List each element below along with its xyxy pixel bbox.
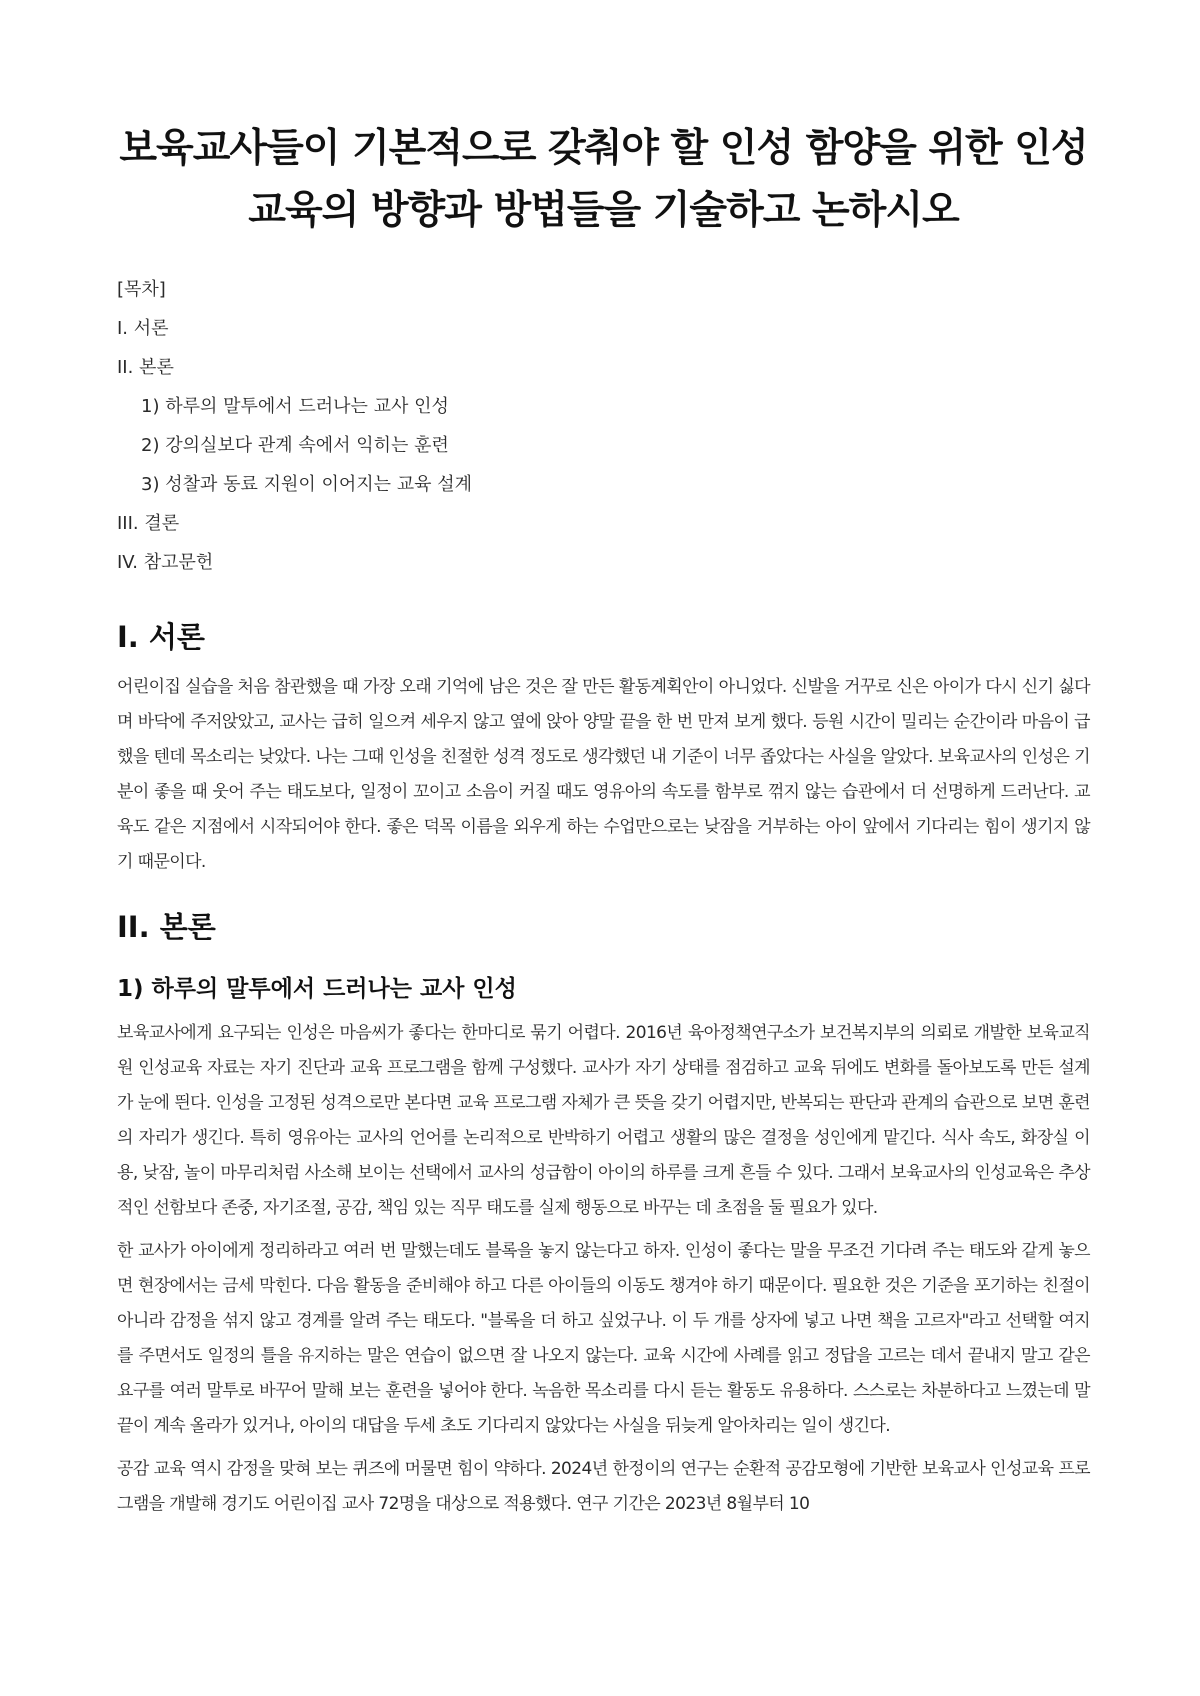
intro-heading: I. 서론 xyxy=(117,620,205,654)
intro-paragraph: 어린이집 실습을 처음 참관했을 때 가장 오래 기억에 남은 것은 잘 만든 활동계획안이 아니었다. 신발을 거꾸로 신은 아이가 다시 신기 싫다며 바닥에 주저앉았고, 교사는 급히 일으켜 세우지 않고 옆에 앉아 양말 끝을 한 번 만져 보게 했다. 등원 시간이 밀리는 순간이라 마음이 급했을 텐데 목소리는 낮았다. 나는 그때 인성을 친절한 성격 정도로 생각했던 내 기준이 너무 좁았다는 사실을 알았다. 보육교사의 인성은 기분이 좋을 때 웃어 주는 태도보다, 일정이 꼬이고 소음이 커질 때도 영유아의 속도를 함부로 꺾지 않는 습관에서 더 선명하게 드러난다. 교육도 같은 지점에서 시작되어야 한다. 좋은 덕목 이름을 외우게 하는 수업만으로는 낮잠을 거부하는 아이 앞에서 기다리는 힘이 생기지 않기 때문이다. xyxy=(117,677,1090,872)
toc-subitem: 3) 성찰과 동료 지원이 이어지는 교육 설계 xyxy=(141,474,473,495)
intro-section xyxy=(117,616,1090,880)
toc-subitem: 1) 하루의 말투에서 드러나는 교사 인성 xyxy=(141,396,449,417)
body-heading: II. 본론 xyxy=(117,910,216,944)
body-paragraph: 보육교사에게 요구되는 인성은 마음씨가 좋다는 한마디로 묶기 어렵다. 2016년 육아정책연구소가 보건복지부의 의뢰로 개발한 보육교직원 인성교육 자료는 자기 진단과 교육 프로그램을 함께 구성했다. 교사가 자기 상태를 점검하고 교육 뒤에도 변화를 돌아보도록 만든 설계가 눈에 띈다. 인성을 고정된 성격으로만 본다면 교육 프로그램 자체가 큰 뜻을 갖기 어렵지만, 반복되는 판단과 관계의 습관으로 보면 훈련의 자리가 생긴다. 특히 영유아는 교사의 언어를 논리적으로 반박하기 어렵고 생활의 많은 결정을 성인에게 맡긴다. 식사 속도, 화장실 이용, 낮잠, 놀이 마무리처럼 사소해 보이는 선택에서 교사의 성급함이 아이의 하루를 크게 흔들 수 있다. 그래서 보육교사의 인성교육은 추상적인 선함보다 존중, 자기조절, 공감, 책임 있는 직무 태도를 실제 행동으로 바꾸는 데 초점을 둘 필요가 있다. xyxy=(117,1023,1090,1218)
body-paragraph: 공감 교육 역시 감정을 맞혀 보는 퀴즈에 머물면 힘이 약하다. 2024년 한정이의 연구는 순환적 공감모형에 기반한 보육교사 인성교육 프로그램을 개발해 경기도 어린이집 교사 72명을 대상으로 적용했다. 연구 기간은 2023년 8월부터 10 xyxy=(117,1459,1090,1514)
toc-item: I. 서론 xyxy=(117,318,169,339)
toc-item: II. 본론 xyxy=(117,357,174,378)
toc-item: III. 결론 xyxy=(117,513,180,534)
body-paragraph: 한 교사가 아이에게 정리하라고 여러 번 말했는데도 블록을 놓지 않는다고 하자. 인성이 좋다는 말을 무조건 기다려 주는 태도와 같게 놓으면 현장에서는 금세 막힌다. 다음 활동을 준비해야 하고 다른 아이들의 이동도 챙겨야 하기 때문이다. 필요한 것은 기준을 포기하는 친절이 아니라 감정을 섞지 않고 경계를 알려 주는 태도다. "블록을 더 하고 싶었구나. 이 두 개를 상자에 넣고 나면 책을 고르자"라고 선택할 여지를 주면서도 일정의 틀을 유지하는 말은 연습이 없으면 잘 나오지 않는다. 교육 시간에 사례를 읽고 정답을 고르는 데서 끝내지 말고 같은 요구를 여러 말투로 바꾸어 말해 보는 훈련을 넣어야 한다. 녹음한 목소리를 다시 듣는 활동도 유용하다. 스스로는 차분하다고 느꼈는데 말끝이 계속 올라가 있거나, 아이의 대답을 두세 초도 기다리지 않았다는 사실을 뒤늦게 알아차리는 일이 생긴다. xyxy=(117,1241,1090,1436)
document-title: 보육교사들이 기본적으로 갖춰야 할 인성 함양을 위한 인성교육의 방향과 방법들을 기술하고 논하시오 xyxy=(119,126,1088,233)
toc-item: IV. 참고문헌 xyxy=(117,552,214,573)
toc-subitem: 2) 강의실보다 관계 속에서 익히는 훈련 xyxy=(141,435,449,456)
table-of-contents xyxy=(117,270,1090,582)
subsection-1-heading: 1) 하루의 말투에서 드러나는 교사 인성 xyxy=(117,976,517,1002)
body-section xyxy=(117,906,1090,1522)
toc-heading: [목차] xyxy=(117,279,166,300)
